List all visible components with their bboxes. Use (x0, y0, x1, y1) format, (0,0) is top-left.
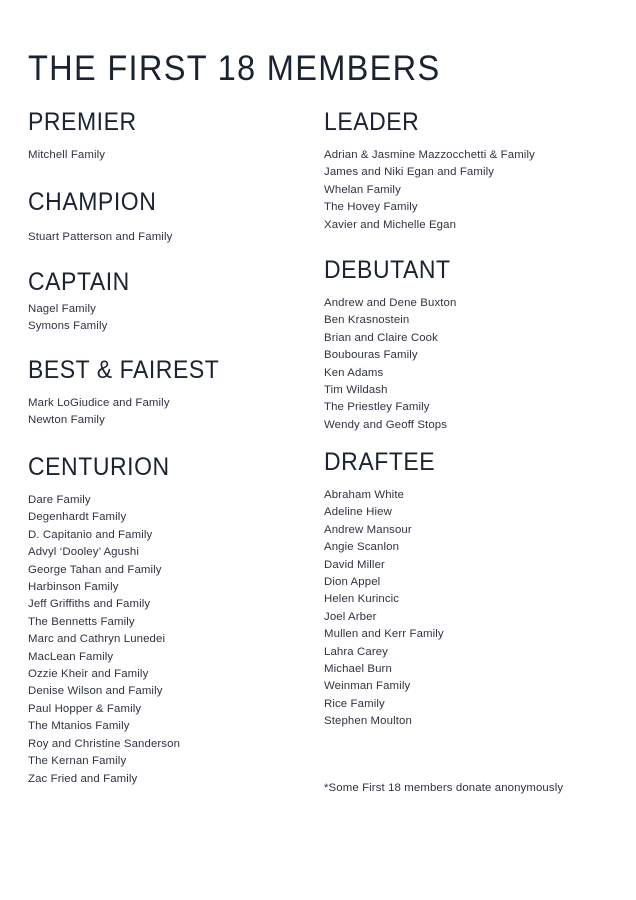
section-draftee (324, 448, 445, 731)
member-name: The Hovey Family (324, 201, 418, 214)
member-name: Degenhardt Family (28, 511, 127, 524)
section-heading: CAPTAIN (28, 268, 130, 296)
member-list (28, 229, 172, 246)
member-name: Symons Family (28, 320, 108, 333)
member-name: Joel Arber (324, 610, 377, 623)
member-name: Dion Appel (324, 576, 381, 589)
section-debutant (324, 256, 462, 434)
member-name: Roy and Christine Sanderson (28, 737, 181, 750)
section-captain (28, 268, 139, 336)
member-name: Weinman Family (324, 680, 411, 693)
member-name: James and Niki Egan and Family (324, 166, 495, 179)
section-heading: BEST & FAIREST (28, 356, 220, 384)
member-name: Boubouras Family (324, 349, 418, 362)
member-list (28, 147, 146, 164)
member-name: D. Capitanio and Family (28, 528, 153, 541)
member-name: Mitchell Family (28, 149, 106, 161)
member-name: David Miller (324, 558, 385, 571)
footnote: *Some First 18 members donate anonymously (324, 782, 564, 794)
member-name: The Mtanios Family (28, 720, 130, 733)
member-name: The Bennetts Family (28, 615, 135, 628)
member-name: Stuart Patterson and Family (28, 231, 173, 243)
member-name: Michael Burn (324, 663, 392, 676)
member-name: Stephen Moulton (324, 715, 412, 728)
member-list (324, 147, 535, 234)
member-list (28, 492, 182, 788)
member-name: Ozzie Kheir and Family (28, 668, 149, 681)
member-name: Nagel Family (28, 303, 96, 315)
member-name: Zac Fried and Family (28, 772, 138, 785)
section-heading: DRAFTEE (324, 448, 436, 476)
section-heading: LEADER (324, 108, 420, 136)
member-name: Ben Krasnostein (324, 314, 410, 327)
member-list (324, 487, 445, 731)
section-champion (28, 188, 172, 246)
member-name: MacLean Family (28, 650, 114, 663)
section-leader (324, 108, 535, 234)
member-name: Dare Family (28, 494, 91, 506)
member-name: The Priestley Family (324, 401, 430, 414)
member-name: Andrew and Dene Buxton (324, 297, 457, 309)
member-name: Brian and Claire Cook (324, 331, 438, 344)
member-name: George Tahan and Family (28, 563, 162, 576)
section-heading: CENTURION (28, 453, 170, 481)
member-name: Newton Family (28, 414, 105, 427)
member-name: Helen Kurincic (324, 593, 400, 606)
member-list (28, 395, 236, 430)
member-name: Marc and Cathryn Lunedei (28, 633, 166, 646)
member-name: Mark LoGiudice and Family (28, 397, 170, 409)
member-name: Paul Hopper & Family (28, 702, 142, 715)
member-name: Xavier and Michelle Egan (324, 218, 457, 231)
member-name: Mullen and Kerr Family (324, 628, 444, 641)
member-name: Andrew Mansour (324, 523, 412, 536)
member-name: Denise Wilson and Family (28, 685, 163, 698)
member-name: Tim Wildash (324, 384, 388, 397)
member-name: Harbinson Family (28, 581, 119, 594)
section-centurion (28, 453, 182, 788)
member-name: Whelan Family (324, 183, 401, 196)
member-name: Angie Scanlon (324, 541, 400, 554)
member-name: Rice Family (324, 697, 385, 710)
member-list (28, 301, 139, 336)
member-name: Abraham White (324, 489, 405, 501)
member-name: Wendy and Geoff Stops (324, 418, 448, 431)
member-name: The Kernan Family (28, 755, 127, 768)
section-heading: CHAMPION (28, 188, 157, 216)
member-name: Adeline Hiew (324, 506, 392, 519)
section-best-fairest (28, 356, 236, 430)
section-heading: PREMIER (28, 108, 137, 136)
member-name: Adrian & Jasmine Mazzocchetti & Family (324, 149, 535, 161)
member-name: Ken Adams (324, 366, 384, 379)
member-name: Advyl ‘Dooley’ Agushi (28, 546, 139, 559)
page-title: THE FIRST 18 MEMBERS (28, 49, 441, 89)
member-list (324, 295, 462, 434)
member-name: Lahra Carey (324, 645, 389, 658)
section-heading: DEBUTANT (324, 256, 451, 284)
member-name: Jeff Griffiths and Family (28, 598, 151, 611)
section-premier (28, 108, 146, 164)
